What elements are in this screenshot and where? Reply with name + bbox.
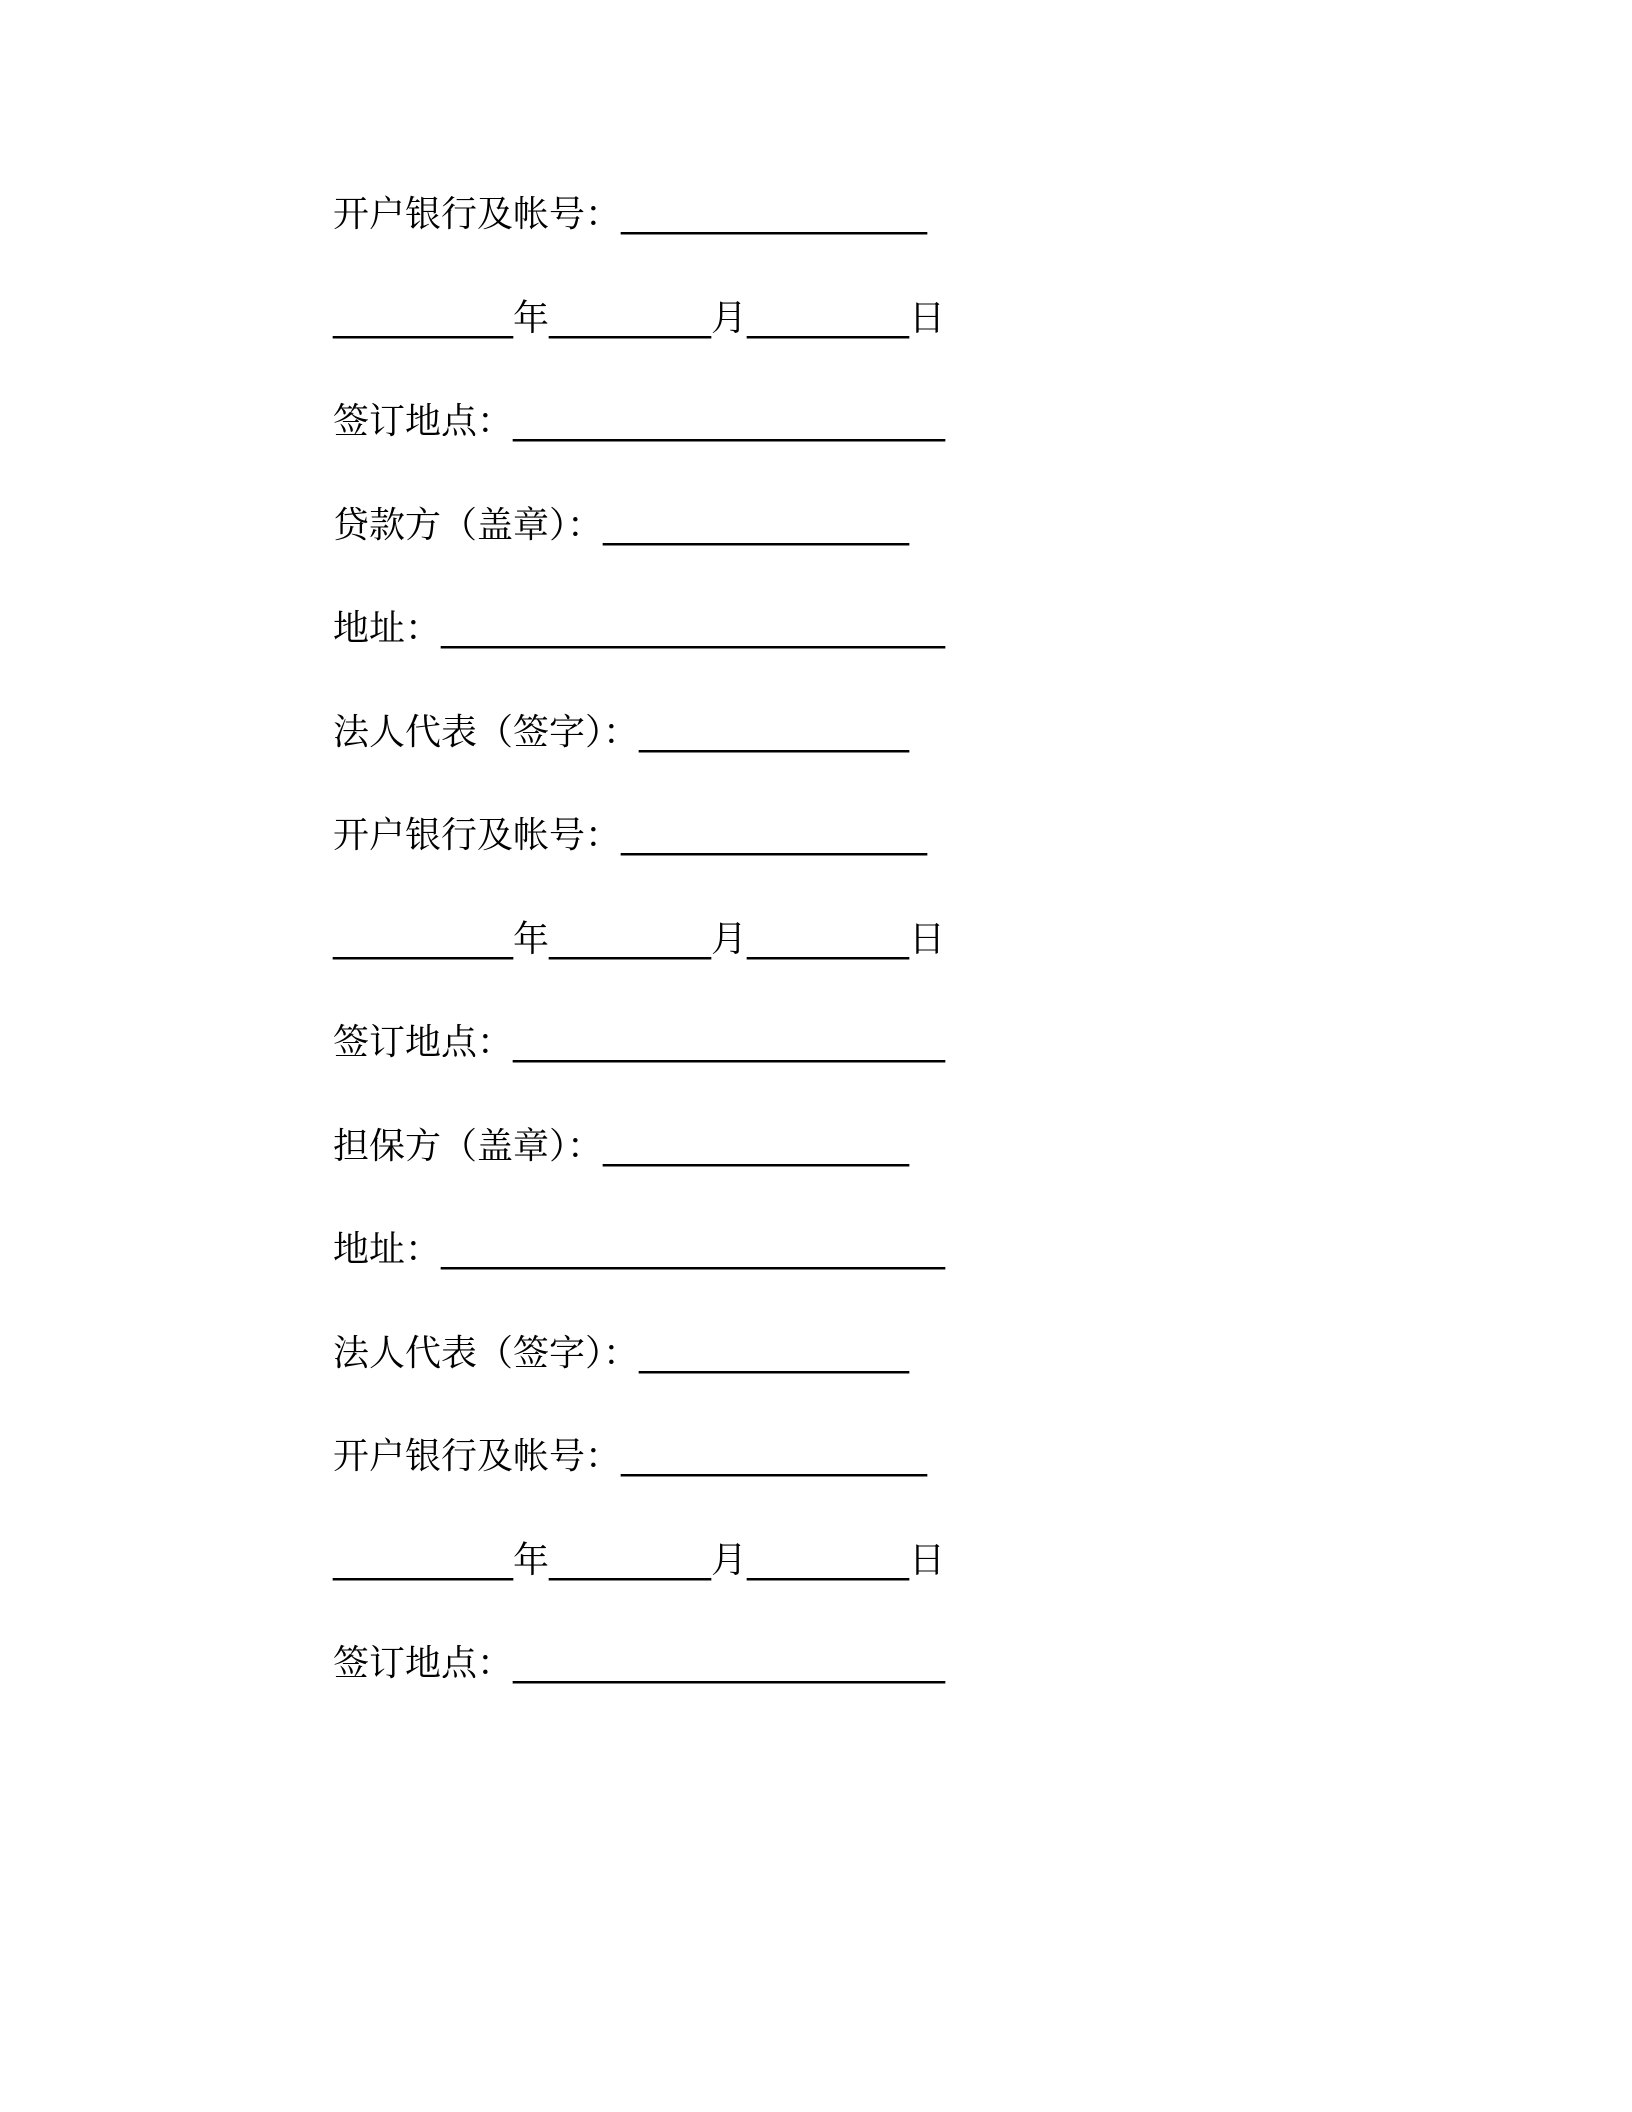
guarantor-address-line: 地址：____________________________ xyxy=(333,1229,946,1270)
guarantor-date-line: __________年_________月_________日 xyxy=(333,1539,945,1581)
lender-signing-place-line: 签订地点：________________________ xyxy=(333,1022,946,1063)
guarantor-legal-representative-line: 法人代表（签字）：_______________ xyxy=(333,1332,910,1374)
signature-form-lines xyxy=(333,190,1333,1743)
signing-place-line-previous: 签订地点：________________________ xyxy=(333,401,946,442)
guarantor-seal-line: 担保方（盖章）：_________________ xyxy=(333,1125,910,1167)
lender-bank-account-line-previous: 开户银行及帐号：_________________ xyxy=(333,194,928,235)
lender-address-line: 地址：____________________________ xyxy=(333,608,946,649)
lender-legal-representative-line: 法人代表（签字）：_______________ xyxy=(333,711,910,753)
lender-seal-line: 贷款方（盖章）：_________________ xyxy=(333,504,910,546)
guarantor-bank-account-line: 开户银行及帐号：_________________ xyxy=(333,1436,928,1477)
lender-bank-account-line: 开户银行及帐号：_________________ xyxy=(333,815,928,856)
date-line-previous: __________年_________月_________日 xyxy=(333,297,945,339)
lender-date-line: __________年_________月_________日 xyxy=(333,918,945,960)
guarantor-signing-place-line: 签订地点：________________________ xyxy=(333,1643,946,1684)
